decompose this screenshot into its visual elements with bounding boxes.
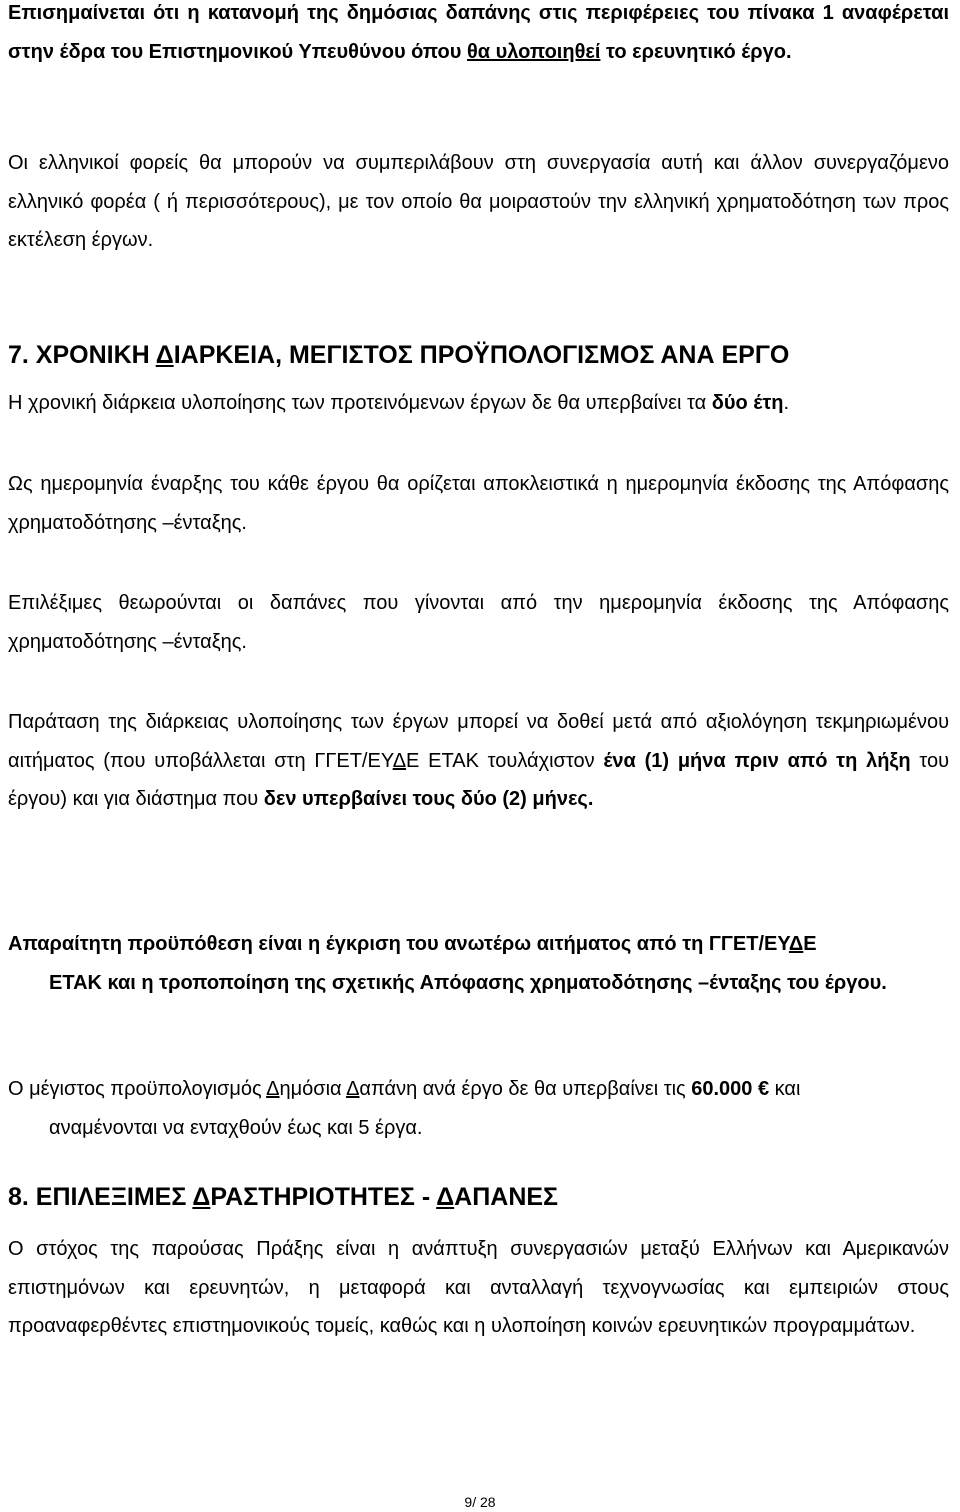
budget-amount: 60.000: [691, 1078, 753, 1100]
start-date-paragraph: Ως ημερομηνία έναρξης του κάθε έργου θα ορίζεται αποκλειστικά η ημερομηνία έκδοσης της Απόφασης χρηματοδότησης –ένταξης.: [8, 473, 949, 534]
duration-paragraph: Η χρονική διάρκεια υλοποίησης των προτεινόμενων έργων δε θα υπερβαίνει τα δύο έτη.: [8, 392, 790, 414]
section-7-heading: 7. ΧΡΟΝΙΚΗ ΔΙΑΡΚΕΙΑ, ΜΕΓΙΣΤΟΣ ΠΡΟΫΠΟΛΟΓΙΣΜΟΣ ΑΝΑ ΕΡΓΟ: [8, 341, 790, 369]
max-budget-paragraph: Ο μέγιστος προϋπολογισμός Δημόσια Δαπάνη ανά έργο δε θα υπερβαίνει τις 60.000 € και αναμένονται να ενταχθούν έως και 5 έργα.: [8, 1078, 801, 1139]
prerequisite-paragraph: Απαραίτητη προϋπόθεση είναι η έγκριση του ανωτέρω αιτήματος από τη ΓΓΕΤ/ΕΥΔΕ ΕΤΑΚ και η τροποποίηση της σχετικής Απόφασης χρηματοδότησης –ένταξης του έργου.: [8, 933, 887, 994]
section-8-heading: 8. ΕΠΙΛΕΞΙΜΕΣ ΔΡΑΣΤΗΡΙΟΤΗΤΕΣ - ΔΑΠΑΝΕΣ: [8, 1183, 559, 1211]
intro-text-end: το ερευνητικό έργο.: [600, 40, 792, 63]
intro-text: Επισημαίνεται ότι η κατανομή της δημόσιας δαπάνης στις περιφέρειες του πίνακα 1 αναφέρεται στην έδρα του Επιστημονικού Υπευθύνου όπου: [8, 2, 949, 63]
intro-underlined-text: θα υλοποιηθεί: [466, 40, 601, 63]
partners-paragraph: Οι ελληνικοί φορείς θα μπορούν να συμπεριλάβουν στη συνεργασία αυτή και άλλον συνεργαζόμενο ελληνικό φορέα ( ή περισσότερους), με τον οποίο θα μοιραστούν την ελληνική χρηματοδότηση των προς εκτέλεση έργων.: [8, 152, 949, 251]
page-number: 9/ 28: [464, 1494, 496, 1510]
intro-paragraph: [8, 0, 949, 71]
eligible-costs-paragraph: Επιλέξιμες θεωρούνται οι δαπάνες που γίνονται από την ημερομηνία έκδοσης της Απόφασης χρηματοδότησης –ένταξης.: [8, 592, 949, 653]
euro-sign: €: [757, 1078, 770, 1100]
goal-paragraph: Ο στόχος της παρούσας Πράξης είναι η ανάπτυξη συνεργασιών μεταξύ Ελλήνων και Αμερικανών επιστημόνων και ερευνητών, η μεταφορά και ανταλλαγή τεχνογνωσίας και εμπειριών στους προαναφερθέντες επιστημονικούς τομείς, καθώς και η υλοποίηση κοινών ερευνητικών προγραμμάτων.: [8, 1238, 949, 1337]
extension-paragraph: Παράταση της διάρκειας υλοποίησης των έργων μπορεί να δοθεί μετά από αξιολόγηση τεκμηριωμένου αιτήματος (που υποβάλλεται στη ΓΓΕΤ/ΕΥΔΕ ΕΤΑΚ τουλάχιστον ένα (1) μήνα πριν από τη λήξη του έργου) και για διάστημα που δεν υπερβαίνει τους δύο (2) μήνες.: [8, 711, 950, 810]
